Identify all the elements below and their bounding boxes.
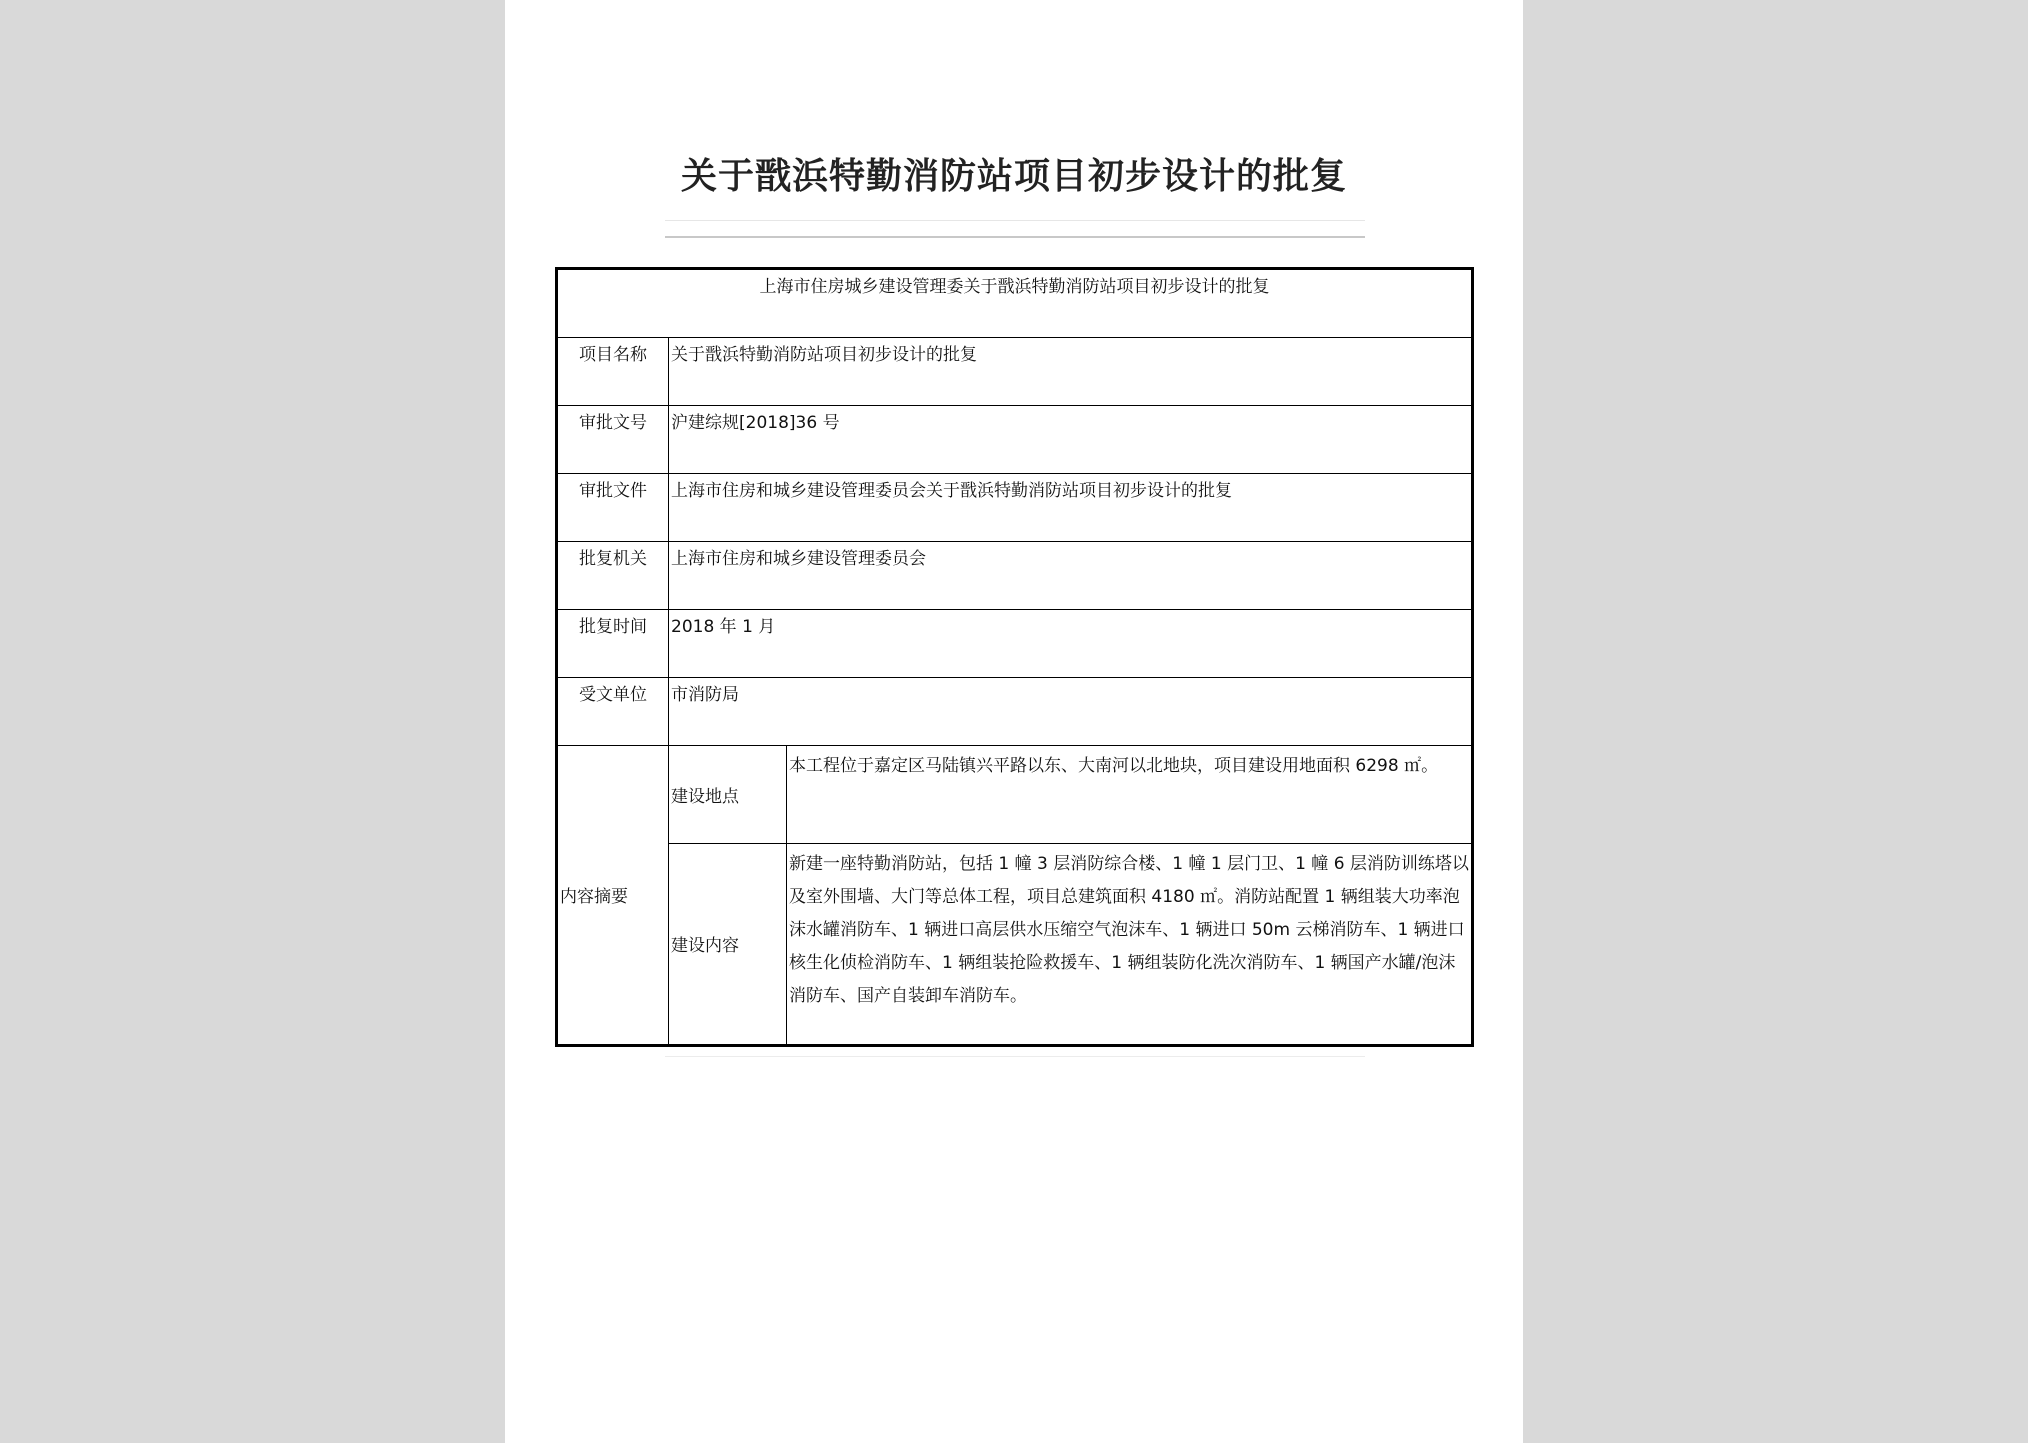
row-value-approving-authority: 上海市住房和城乡建设管理委员会 <box>669 542 1473 610</box>
row-label-approving-authority: 批复机关 <box>557 542 669 610</box>
table-row <box>557 610 1473 678</box>
row-value-approval-document: 上海市住房和城乡建设管理委员会关于戬浜特勤消防站项目初步设计的批复 <box>669 474 1473 542</box>
row-value-project-name: 关于戬浜特勤消防站项目初步设计的批复 <box>669 338 1473 406</box>
summary-label: 内容摘要 <box>557 746 669 1046</box>
document-page <box>505 0 1523 1443</box>
table-header-row <box>557 269 1473 338</box>
title-divider-top <box>665 220 1365 221</box>
table-row <box>557 474 1473 542</box>
approval-info-table <box>555 267 1474 1047</box>
table-header: 上海市住房城乡建设管理委关于戬浜特勤消防站项目初步设计的批复 <box>557 269 1473 338</box>
row-label-approval-number: 审批文号 <box>557 406 669 474</box>
title-divider <box>665 236 1365 238</box>
row-value-approval-date: 2018 年 1 月 <box>669 610 1473 678</box>
table-row <box>557 678 1473 746</box>
table-row <box>557 406 1473 474</box>
content-value: 新建一座特勤消防站，包括 1 幢 3 层消防综合楼、1 幢 1 层门卫、1 幢 6 层消防训练塔以及室外围墙、大门等总体工程，项目总建筑面积 4180 ㎡。消防站配置 1 辆组装大功率泡沫水罐消防车、1 辆进口高层供水压缩空气泡沫车、1 辆进口 50m 云梯消防车、1 辆进口核生化侦检消防车、1 辆组装抢险救援车、1 辆组装防化洗次消防车、1 辆国产水罐/泡沫消防车、国产自装卸车消防车。 <box>787 844 1473 1046</box>
table-row <box>557 844 1473 1046</box>
row-label-approval-date: 批复时间 <box>557 610 669 678</box>
location-value: 本工程位于嘉定区马陆镇兴平路以东、大南河以北地块，项目建设用地面积 6298 ㎡。 <box>787 746 1473 844</box>
location-label: 建设地点 <box>669 746 787 844</box>
row-label-approval-document: 审批文件 <box>557 474 669 542</box>
row-value-approval-number: 沪建综规[2018]36 号 <box>669 406 1473 474</box>
table-row <box>557 338 1473 406</box>
row-value-recipient: 市消防局 <box>669 678 1473 746</box>
row-label-recipient: 受文单位 <box>557 678 669 746</box>
table-row <box>557 542 1473 610</box>
row-label-project-name: 项目名称 <box>557 338 669 406</box>
table-row <box>557 746 1473 844</box>
footer-divider <box>665 1056 1365 1057</box>
page-title: 关于戬浜特勤消防站项目初步设计的批复 <box>680 155 1347 197</box>
content-label: 建设内容 <box>669 844 787 1046</box>
